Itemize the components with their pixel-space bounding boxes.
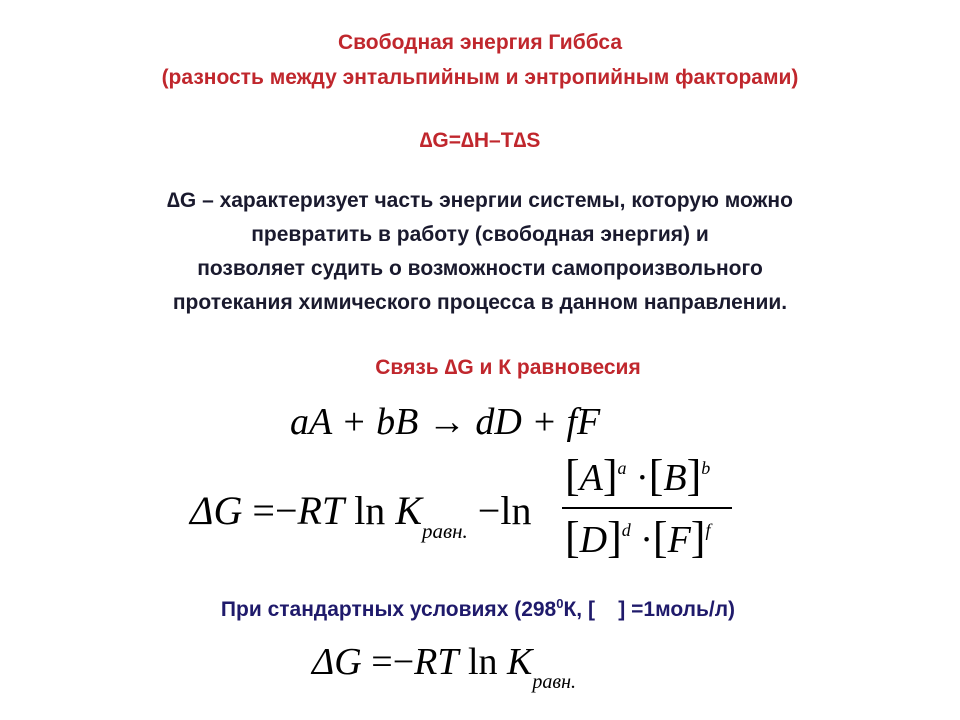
species-a: A (579, 457, 603, 499)
rt-term: RT (414, 641, 459, 683)
equals-sign: = (252, 488, 275, 533)
k-subscript: равн. (532, 671, 577, 693)
bracket-open: [ (648, 451, 664, 500)
description-line-2: превратить в работу (свободная энергия) и (251, 223, 709, 246)
dot-2: · (640, 519, 653, 561)
ln-term-2: ln (500, 488, 532, 533)
delta-g: ΔG (190, 488, 243, 533)
bracket-open: [ (565, 513, 580, 562)
bracket-close: ] (686, 451, 702, 500)
species-b: B (663, 457, 687, 499)
slide-title: Свободная энергия Гиббса (337, 31, 623, 54)
minus-sign-2: − (477, 488, 501, 533)
rt-term: RT (297, 488, 345, 533)
description-line-4: протекания химического процесса в данном направлении. (172, 291, 788, 314)
fraction-numerator (565, 452, 710, 508)
minus-sign: − (392, 641, 415, 683)
dot-1: · (636, 457, 649, 499)
k-term: K (507, 641, 533, 683)
equation-1-main (190, 488, 532, 543)
exp-f: f (705, 520, 711, 540)
bracket-close: ] (690, 513, 706, 562)
ln-term: ln (354, 488, 386, 533)
fraction-denominator (565, 514, 710, 570)
description-line-3: позволяет судить о возможности самопроизвольного (197, 257, 763, 280)
exp-d: d (621, 520, 631, 540)
bracket-close: ] (607, 513, 622, 562)
bracket-open: [ (652, 513, 668, 562)
species-f: F (667, 519, 691, 561)
relation-heading: Связь ∆G и К равновесия (375, 356, 641, 379)
exp-b: b (701, 458, 711, 478)
species-d: D (579, 519, 608, 561)
exp-a: a (617, 458, 627, 478)
equals-sign: = (371, 641, 393, 683)
equation-2 (312, 640, 577, 693)
ln-term: ln (467, 641, 498, 683)
degree-superscript: 0 (556, 596, 564, 611)
k-term: K (395, 488, 422, 533)
standard-conditions-text: При стандартных условиях (298 (220, 598, 557, 621)
bracket-close: ] (602, 451, 618, 500)
delta-g: ΔG (312, 641, 362, 683)
description-line-1: ∆G – характеризует часть энергии системы, которую можно (167, 189, 793, 212)
k-subscript: равн. (422, 519, 468, 543)
reaction-equation: aA + bB → dD + fF (290, 401, 601, 443)
gibbs-formula: ∆G=∆H–T∆S (419, 129, 541, 152)
fraction-bar (562, 507, 732, 509)
standard-conditions (0, 591, 958, 623)
slide-subtitle: (разность между энтальпийным и энтропийным факторами) (161, 66, 799, 89)
bracket-open: [ (565, 451, 580, 500)
minus-sign: − (274, 488, 298, 533)
standard-conditions-text-end: К, [ ] =1моль/л) (563, 598, 736, 621)
